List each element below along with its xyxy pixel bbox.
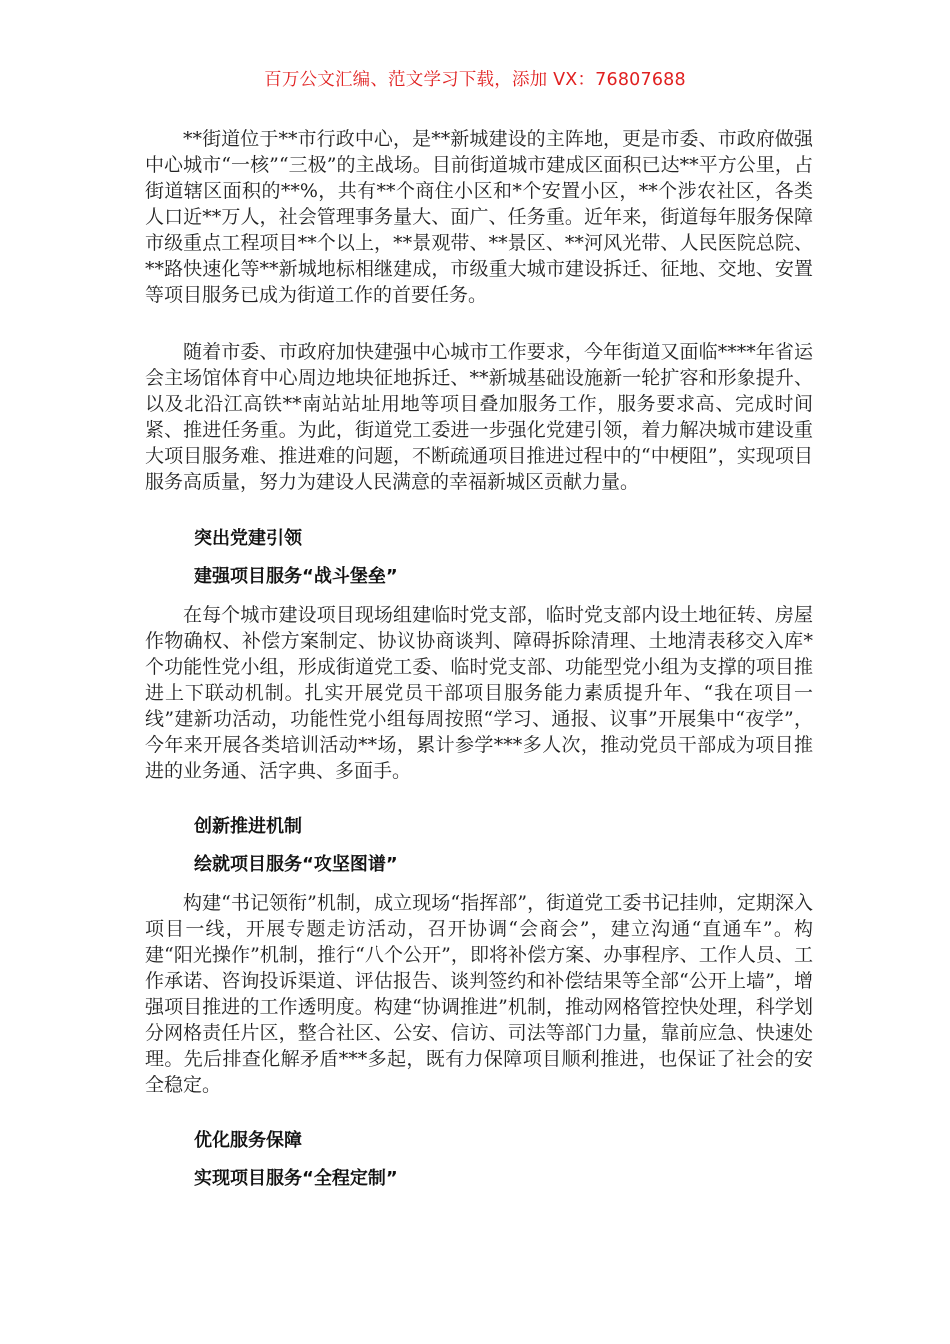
section-heading-1: 突出党建引领 [194,528,302,549]
paragraph-text: **街道位于**市行政中心，是**新城建设的主阵地，更是市委、市政府做强中心城市“一核”“三极”的主战场。目前街道城市建成区面积已达**平方公里，占街道辖区面积的**%，共有**个商住小区和*个安置小区，**个涉农社区，各类人口近**万人，社会管理事务量大、面广、任务重。近年来，街道每年服务保障市级重点工程项目**个以上，**景观带、**景区、**河风光带、人民医院总院、**路快速化等**新城地标相继建成，市级重大城市建设拆迁、征地、交地、安置等项目服务已成为街道工作的首要任务。 [145,128,813,306]
paragraph-text: 在每个城市建设项目现场组建临时党支部，临时党支部内设土地征转、房屋作物确权、补偿方案制定、协议协商谈判、障碍拆除清理、土地清表移交入库*个功能性党小组，形成街道党工委、临时党支部、功能型党小组为支撑的项目推进上下联动机制。扎实开展党员干部项目服务能力素质提升年、“我在项目一线”建新功活动，功能性党小组每周按照“学习、通报、议事”开展集中“夜学”，今年来开展各类培训活动**场，累计参学***多人次，推动党员干部成为项目推进的业务通、活字典、多面手。 [145,604,813,782]
section-heading-2: 创新推进机制 [194,816,302,837]
watermark-header: 百万公文汇编、范文学习下载，添加 VX：76807688 [264,70,686,90]
paragraph-background [145,339,813,495]
section-subheading-2: 绘就项目服务“攻坚图谱” [194,854,398,875]
section-subheading-3: 实现项目服务“全程定制” [194,1168,398,1189]
paragraph-intro [145,126,813,308]
paragraph-party-leadership [145,602,813,784]
paragraph-text: 构建“书记领衔”机制，成立现场“指挥部”，街道党工委书记挂帅，定期深入项目一线，开展专题走访活动，召开协调“会商会”，建立沟通“直通车”。构建“阳光操作”机制，推行“八个公开”，即将补偿方案、办事程序、工作人员、工作承诺、咨询投诉渠道、评估报告、谈判签约和补偿结果等全部“公开上墙”，增强项目推进的工作透明度。构建“协调推进”机制，推动网格管控快处理，科学划分网格责任片区，整合社区、公安、信访、司法等部门力量，靠前应急、快速处理。先后排查化解矛盾***多起，既有力保障项目顺利推进，也保证了社会的安全稳定。 [145,892,813,1096]
paragraph-text: 随着市委、市政府加快建强中心城市工作要求，今年街道又面临****年省运会主场馆体育中心周边地块征地拆迁、**新城基础设施新一轮扩容和形象提升、以及北沿江高铁**南站站址用地等项目叠加服务工作，服务要求高、完成时间紧、推进任务重。为此，街道党工委进一步强化党建引领，着力解决城市建设重大项目服务难、推进难的问题，不断疏通项目推进过程中的“中梗阻”，实现项目服务高质量，努力为建设人民满意的幸福新城区贡献力量。 [145,341,813,493]
section-heading-3: 优化服务保障 [194,1130,302,1151]
paragraph-mechanism [145,890,813,1098]
section-subheading-1: 建强项目服务“战斗堡垒” [194,566,398,587]
